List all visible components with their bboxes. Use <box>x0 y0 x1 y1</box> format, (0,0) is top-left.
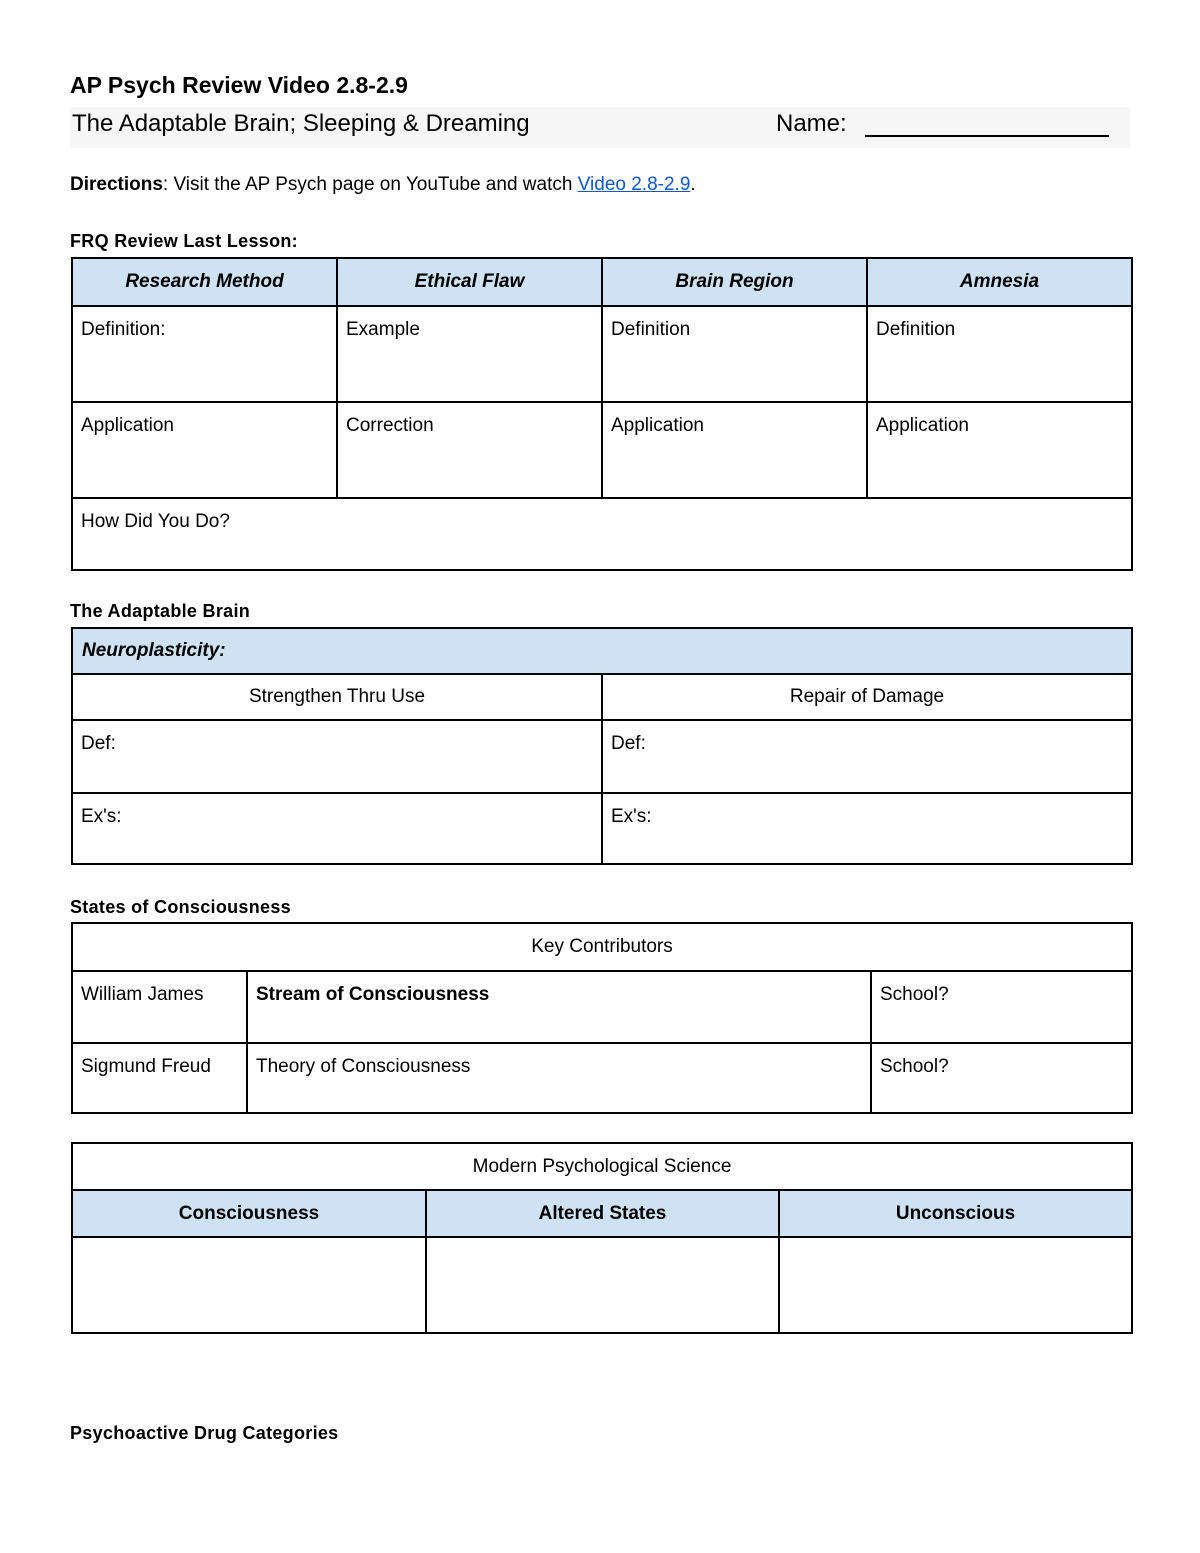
consciousness-cell[interactable] <box>72 1237 426 1333</box>
key-contributors-table <box>71 922 1133 1114</box>
neuroplasticity-title: Neuroplasticity: <box>72 628 1132 674</box>
frq-col-research-method: Research Method <box>72 258 337 306</box>
directions-end: . <box>690 174 696 195</box>
video-link[interactable]: Video 2.8-2.9 <box>577 174 691 195</box>
repair-def-cell[interactable]: Def: <box>602 720 1132 793</box>
contributor-name: Sigmund Freud <box>72 1043 247 1113</box>
contributor-school[interactable]: School? <box>871 971 1132 1043</box>
col-repair-of-damage: Repair of Damage <box>602 674 1132 720</box>
frq-how-did-you-do[interactable]: How Did You Do? <box>72 498 1132 570</box>
altered-states-cell[interactable] <box>426 1237 779 1333</box>
col-consciousness: Consciousness <box>72 1190 426 1237</box>
col-strengthen-thru-use: Strengthen Thru Use <box>72 674 602 720</box>
frq-heading: FRQ Review Last Lesson: <box>70 231 298 251</box>
repair-ex-cell[interactable]: Ex's: <box>602 793 1132 864</box>
page-subtitle: The Adaptable Brain; Sleeping & Dreaming <box>72 110 530 137</box>
adaptable-heading: The Adaptable Brain <box>70 601 251 621</box>
frq-cell-application[interactable]: Application <box>867 402 1132 498</box>
key-contributors-title: Key Contributors <box>72 923 1132 971</box>
strengthen-ex-cell[interactable]: Ex's: <box>72 793 602 864</box>
frq-cell-application[interactable]: Application <box>72 402 337 498</box>
frq-cell-definition[interactable]: Definition <box>602 306 867 402</box>
unconscious-cell[interactable] <box>779 1237 1132 1333</box>
frq-cell-definition[interactable]: Definition <box>867 306 1132 402</box>
frq-table <box>71 257 1133 571</box>
frq-cell-application[interactable]: Application <box>602 402 867 498</box>
page-title: AP Psych Review Video 2.8-2.9 <box>70 72 408 98</box>
drugs-heading: Psychoactive Drug Categories <box>70 1423 339 1443</box>
col-altered-states: Altered States <box>426 1190 779 1237</box>
frq-cell-definition[interactable]: Definition: <box>72 306 337 402</box>
name-label: Name: <box>776 110 847 137</box>
col-unconscious: Unconscious <box>779 1190 1132 1237</box>
name-field[interactable] <box>865 135 1109 137</box>
states-heading: States of Consciousness <box>70 897 291 917</box>
frq-cell-example[interactable]: Example <box>337 306 602 402</box>
directions-text: : Visit the AP Psych page on YouTube and watch <box>162 174 578 195</box>
directions-label: Directions <box>70 174 163 195</box>
directions <box>70 174 696 196</box>
contributor-idea: Stream of Consciousness <box>247 971 871 1043</box>
frq-col-amnesia: Amnesia <box>867 258 1132 306</box>
contributor-idea: Theory of Consciousness <box>247 1043 871 1113</box>
modern-science-table <box>71 1142 1133 1334</box>
contributor-name: William James <box>72 971 247 1043</box>
neuroplasticity-table <box>71 627 1133 865</box>
frq-col-ethical-flaw: Ethical Flaw <box>337 258 602 306</box>
frq-cell-correction[interactable]: Correction <box>337 402 602 498</box>
modern-science-title: Modern Psychological Science <box>72 1143 1132 1190</box>
contributor-school[interactable]: School? <box>871 1043 1132 1113</box>
frq-col-brain-region: Brain Region <box>602 258 867 306</box>
strengthen-def-cell[interactable]: Def: <box>72 720 602 793</box>
